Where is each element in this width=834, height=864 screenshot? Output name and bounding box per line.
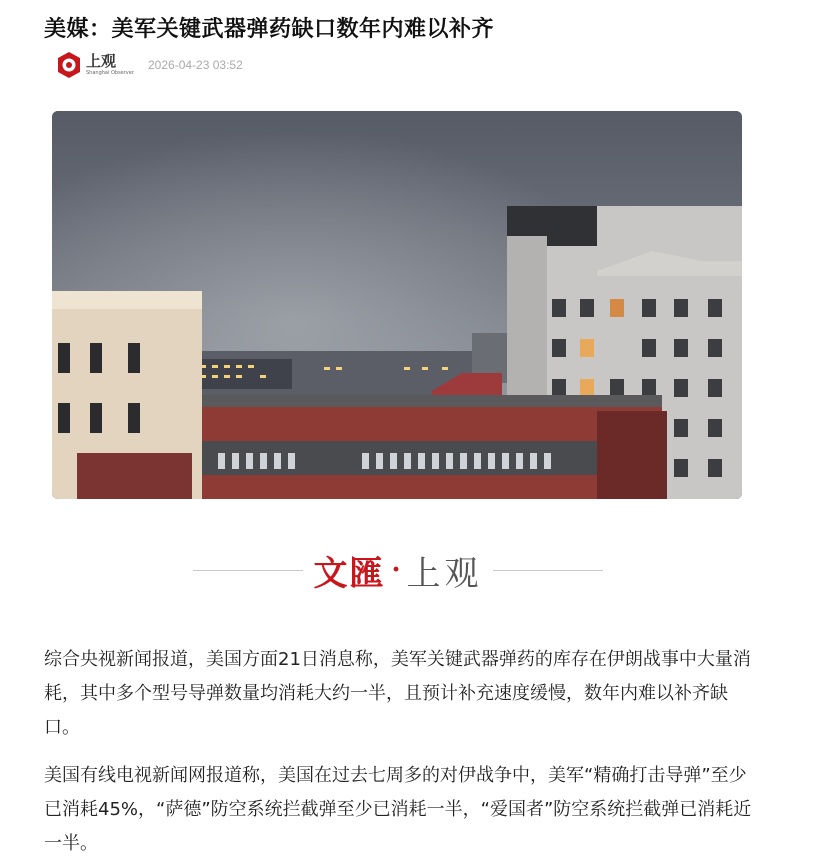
article-paragraph-1: 综合央视新闻报道，美国方面21日消息称，美军关键武器弹药的库存在伊朗战事中大量消耗，其中多个型号导弹数量均消耗大约一半，且预计补充速度缓慢，数年内难以补齐缺口。 [44,649,751,738]
source-logo-text: 上观 [86,52,117,70]
banner-divider-right [493,570,603,571]
article-paragraph-2: 美国有线电视新闻网报道称，美国在过去七周多的对伊战争中，美军“精确打击导弹”至少已消耗45%，“萨德”防空系统拦截弹至少已消耗一半，“爱国者”防空系统拦截弹已消耗近一半。 [44,765,752,854]
banner-brand [313,546,482,595]
photo-city-skyline-storm-icon [52,111,742,499]
shangguan-logo-icon [54,50,84,80]
banner-separator: · [391,555,401,585]
banner-brand-wenhui: 文匯 [313,553,386,594]
article-meta [52,50,243,80]
source-logo-subtext: Shanghai Observer [86,70,134,76]
source-logo[interactable] [52,50,132,80]
banner-brand-shangguan: 上观 [406,553,483,594]
banner-divider-left [193,570,303,571]
hero-image[interactable] [52,111,742,499]
wenhui-shangguan-banner [182,540,614,600]
article-title: 美媒：美军关键武器弹药缺口数年内难以补齐 [44,17,495,42]
publish-date: 2026-04-23 03:52 [148,58,243,72]
